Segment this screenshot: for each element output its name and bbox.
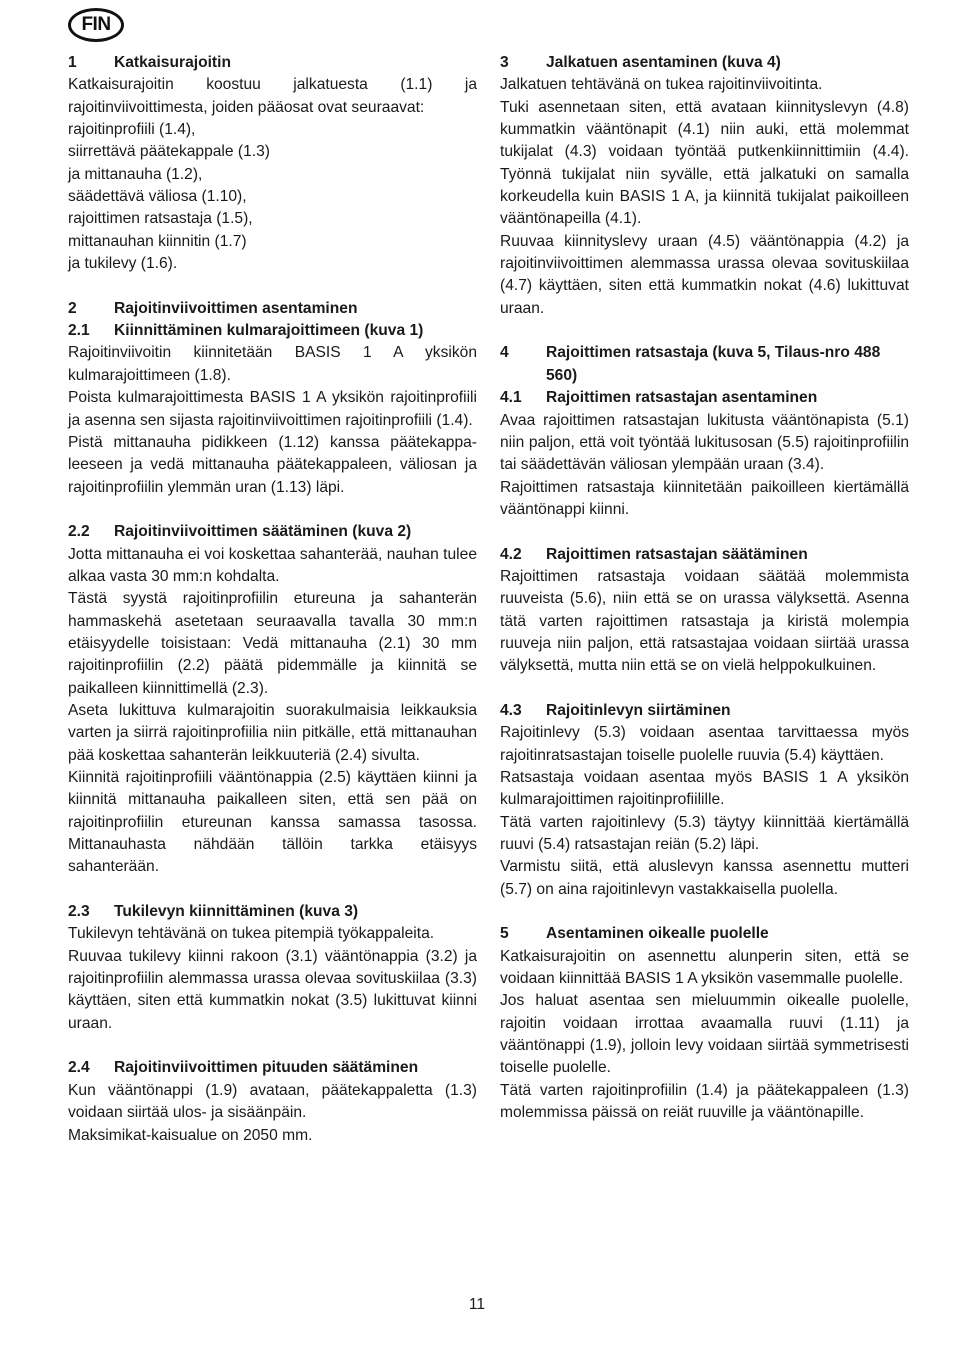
- section-heading-2: 2 Rajoitinviivoittimen asentaminen: [68, 299, 358, 317]
- paragraph: Tätä varten rajoitinlevy (5.3) täytyy kiinnittää kiertämällä ruuvi (5.4) ratsastajan reiän (5.2) läpi.: [500, 813, 909, 854]
- paragraph: Katkaisurajoitin koostuu jalkatuesta (1.1) ja rajoitinviivoittimesta, joiden pääosat ovat seuraavat:: [68, 76, 477, 116]
- section-heading-2-1: 2.1 Kiinnittäminen kulmarajoittimeen (kuva 1): [68, 322, 424, 340]
- paragraph: Rajoitinlevy (5.3) voidaan asentaa tarvittaessa myös rajoitinratsastajan toiselle puolelle ruuvia (5.4) käyttäen.: [500, 724, 909, 764]
- paragraph: Ruuvaa kiinnityslevy uraan (4.5) vääntönappia (4.2) ja rajoitinviivoittimen alemmassa urassa olevaa sovituskiilaa (4.7) käyttäen, siten että kummatkin nokat (4.6) lukittuvat uraan.: [500, 232, 909, 317]
- paragraph: Rajoittimen ratsastaja kiinnitetään paikoilleen kiertämällä vääntönappi kiinni.: [500, 478, 909, 518]
- paragraph: Varmistu siitä, että aluslevyn kanssa asennettu mutteri (5.7) on aina rajoitinlevyn vastakkaisella puolella.: [500, 858, 909, 898]
- paragraph: Katkaisurajoitin on asennettu alunperin siten, että se voidaan kiinnittää BASIS 1 A yksikön vasemmalle puolelle.: [500, 947, 909, 988]
- section-heading-4-1: 4.1 Rajoittimen ratsastajan asentaminen: [500, 389, 818, 407]
- left-column: [68, 52, 477, 1147]
- paragraph: Kun vääntönappi (1.9) avataan, päätekappaletta (1.3) voidaan siirtää ulos- ja sisäänpäin.: [68, 1081, 477, 1122]
- paragraph: Tukilevyn tehtävänä on tukea pitempiä työkappaleita.: [68, 925, 435, 943]
- paragraph: Aseta lukittuva kulmarajoitin suorakulmaisia leikkauksia varten ja siirrä rajoitinprofiilia niin pitkälle, että mittanauhan pää koskettaa sahanterän leikkuuteriä (2.4) sivulta.: [68, 701, 477, 764]
- paragraph: Jalkatuen tehtävänä on tukea rajoitinviivoitinta.: [500, 76, 823, 94]
- right-column: [500, 52, 909, 1125]
- list-line: siirrettävä päätekappale (1.3): [68, 143, 270, 161]
- paragraph: Avaa rajoittimen ratsastajan lukitusta vääntönapista (5.1) niin paljon, että voit työntää lukitusosan (5.5) rajoitinprofiilin tai säädettävän väliosan ylempään uraan (3.4).: [500, 411, 909, 474]
- paragraph: Maksimikat-kaisualue on 2050 mm.: [68, 1126, 313, 1144]
- list-line: ja tukilevy (1.6).: [68, 255, 178, 273]
- section-heading-5: 5 Asentaminen oikealle puolelle: [500, 925, 769, 943]
- paragraph: Jos haluat asentaa sen mieluummin oikealle puolelle, rajoitin voidaan irrottaa avaamalla ruuvi (1.11) ja vääntönappi (1.9), jolloin levy voidaan siirtää symmetrisesti toiselle puolelle.: [500, 992, 909, 1077]
- list-line: rajoittimen ratsastaja (1.5),: [68, 210, 253, 228]
- paragraph: Pistä mittanauha pidikkeen (1.12) kanssa päätekappa-leeseen ja vedä mittanauha päätekappaleen, väliosan ja rajoitinprofiilin ylemmän uran (1.13) läpi.: [68, 433, 477, 496]
- paragraph: Tästä syystä rajoitinprofiilin etureuna ja sahanterän hammaskehä asetetaan seuraavalla tavalla 30 mm:n etäisyydelle toisistaan: Vedä mittanauha (2.1) 30 mm rajoitinprofiilin (2.2) päätä pidemmälle ja kiinnitä se paikalleen kiinnittimellä (2.3).: [68, 590, 477, 697]
- paragraph: Rajoittimen ratsastaja voidaan säätää molemmista ruuveista (5.6), niin että se on urassa välyksettä. Asenna tätä varten rajoittimen ratsastaja ja kiristä molempia ruuveja niin paljon, että ratsastajaa voidaan siirtää urassa välyksettä, mutta niin että se on vielä helppokulkuinen.: [500, 567, 909, 675]
- section-heading-4-2: 4.2 Rajoittimen ratsastajan säätäminen: [500, 545, 808, 563]
- section-heading-1: 1 Katkaisurajoitin: [68, 54, 231, 71]
- paragraph: Tuki asennetaan siten, että avataan kiinnityslevyn (4.8) kummatkin vääntönapit (4.1) niin auki, että molemmat tukijalat (4.3) voidaan työntää putkenkiinnittimiin (4.4). Työnnä tukijalat niin syvälle, että jalkatuki on samalla korkeudella kuin BASIS 1 A, ja kiinnitä tukijalat paikoilleen vääntönapeilla (4.1).: [500, 98, 909, 228]
- section-heading-3: 3 Jalkatuen asentaminen (kuva 4): [500, 54, 781, 71]
- list-line: säädettävä väliosa (1.10),: [68, 188, 247, 206]
- section-heading-4-3: 4.3 Rajoitinlevyn siirtäminen: [500, 701, 731, 719]
- paragraph: Jotta mittanauha ei voi koskettaa sahanterää, nauhan tulee alkaa vasta 30 mm:n kohdalta.: [68, 545, 477, 585]
- section-heading-2-4: 2.4 Rajoitinviivoittimen pituuden säätäminen: [68, 1059, 419, 1077]
- paragraph: Rajoitinviivoitin kiinnitetään BASIS 1 A yksikön kulmarajoittimeen (1.8).: [68, 344, 477, 384]
- section-heading-4: 4 Rajoittimen ratsastaja (kuva 5, Tilaus-nro 488 560): [500, 344, 881, 384]
- paragraph: Poista kulmarajoittimesta BASIS 1 A yksikön rajoitinprofiili ja asenna sen sijasta rajoitinviivoittimen rajoitinprofiili (1.4).: [68, 389, 477, 429]
- section-heading-2-2: 2.2 Rajoitinviivoittimen säätäminen (kuva 2): [68, 523, 412, 541]
- language-badge-fin: FIN: [68, 8, 124, 42]
- paragraph: Tätä varten rajoitinprofiilin (1.4) ja päätekappaleen (1.3) molemmissa päissä on reiät ruuville ja vääntönapille.: [500, 1081, 909, 1122]
- page-number: 11: [468, 1296, 486, 1313]
- paragraph: Ruuvaa tukilevy kiinni rakoon (3.1) vääntönappia (3.2) ja rajoitinprofiilin alemmassa urassa olevaa sovituskiilaa (3.3) käyttäen, siten että kummatkin nokat (3.5) lukittuvat kiinni uraan.: [68, 947, 477, 1032]
- list-line: ja mittanauha (1.2),: [68, 165, 203, 183]
- list-line: rajoitinprofiili (1.4),: [68, 121, 196, 139]
- paragraph: Ratsastaja voidaan asentaa myös BASIS 1 A yksikön kulmarajoittimen rajoitinprofiilille.: [500, 769, 909, 809]
- paragraph: Kiinnitä rajoitinprofiili vääntönappia (2.5) käyttäen kiinni ja kiinnitä mittanauha paikalleen siten, että sen pää on rajoitinprofiilin etureunan kanssa samassa tasossa. Mittanauhasta nähdään tällöin tarkka etäisyys sahanterään.: [68, 769, 477, 876]
- section-heading-2-3: 2.3 Tukilevyn kiinnittäminen (kuva 3): [68, 903, 359, 921]
- list-line: mittanauhan kiinnitin (1.7): [68, 232, 247, 250]
